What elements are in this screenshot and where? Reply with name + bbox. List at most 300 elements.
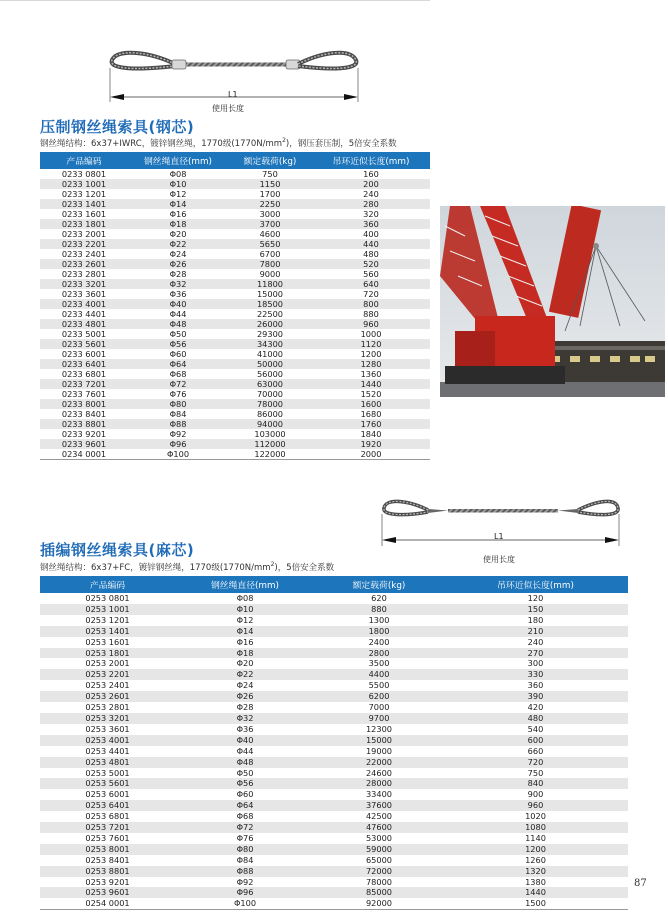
table-cell: 0233 4001 bbox=[40, 299, 128, 309]
table-cell: 0233 4401 bbox=[40, 309, 128, 319]
table-cell: 1000 bbox=[312, 329, 430, 339]
table-row bbox=[40, 604, 628, 615]
table-row bbox=[40, 702, 628, 713]
table-cell: Φ68 bbox=[175, 811, 315, 822]
table-cell: 78000 bbox=[315, 877, 443, 888]
table-cell: Φ56 bbox=[175, 778, 315, 789]
table-cell: 1020 bbox=[443, 811, 628, 822]
table-row bbox=[40, 219, 430, 229]
table-row bbox=[40, 768, 628, 779]
table-cell: 0253 3601 bbox=[40, 724, 175, 735]
table-row bbox=[40, 269, 430, 279]
table-cell: 480 bbox=[443, 713, 628, 724]
table-cell: 960 bbox=[443, 800, 628, 811]
table-row bbox=[40, 409, 430, 419]
table-cell: Φ60 bbox=[175, 789, 315, 800]
table-cell: 6700 bbox=[228, 249, 312, 259]
left-eye-loop bbox=[112, 53, 175, 69]
table-cell: 0233 2001 bbox=[40, 229, 128, 239]
table-row bbox=[40, 279, 430, 289]
table-cell: 2250 bbox=[228, 199, 312, 209]
table-cell: 0233 1801 bbox=[40, 219, 128, 229]
table-cell: 0234 0001 bbox=[40, 449, 128, 460]
table-cell: 0253 8801 bbox=[40, 866, 175, 877]
arrow-left bbox=[110, 94, 124, 100]
table-row bbox=[40, 179, 430, 189]
table-cell: Φ20 bbox=[128, 229, 228, 239]
spec-table-1 bbox=[40, 152, 430, 460]
table-cell: 440 bbox=[312, 239, 430, 249]
table-row bbox=[40, 319, 430, 329]
table-cell: 1440 bbox=[312, 379, 430, 389]
table-cell: Φ20 bbox=[175, 658, 315, 669]
table-cell: 0233 8401 bbox=[40, 409, 128, 419]
table-cell: 1200 bbox=[443, 844, 628, 855]
table-cell: 0233 8001 bbox=[40, 399, 128, 409]
table-cell: Φ60 bbox=[128, 349, 228, 359]
table-cell: Φ14 bbox=[175, 626, 315, 637]
table-cell: 12300 bbox=[315, 724, 443, 735]
table-cell: 0233 1601 bbox=[40, 209, 128, 219]
table-cell: 85000 bbox=[315, 887, 443, 898]
table-cell: Φ16 bbox=[175, 637, 315, 648]
section2-title: 插编钢丝绳索具(麻芯) bbox=[40, 541, 195, 559]
table-cell: Φ84 bbox=[175, 855, 315, 866]
table-cell: 15000 bbox=[315, 735, 443, 746]
table-cell: 92000 bbox=[315, 898, 443, 909]
table-row bbox=[40, 746, 628, 757]
table-cell: 900 bbox=[443, 789, 628, 800]
table-cell: 122000 bbox=[228, 449, 312, 460]
column-header: 吊环近似长度(mm) bbox=[443, 576, 628, 593]
table-cell: 103000 bbox=[228, 429, 312, 439]
table-cell: 0233 2401 bbox=[40, 249, 128, 259]
crane-photo bbox=[440, 206, 665, 397]
table-cell: 0253 2401 bbox=[40, 680, 175, 691]
table-cell: 880 bbox=[312, 309, 430, 319]
table-cell: 5650 bbox=[228, 239, 312, 249]
table-cell: Φ18 bbox=[128, 219, 228, 229]
table-row bbox=[40, 249, 430, 259]
table-row bbox=[40, 778, 628, 789]
table-cell: Φ10 bbox=[175, 604, 315, 615]
table-cell: 1440 bbox=[443, 887, 628, 898]
top-rule bbox=[0, 0, 430, 1]
table-cell: 5500 bbox=[315, 680, 443, 691]
table-cell: 270 bbox=[443, 648, 628, 659]
table-cell: 33400 bbox=[315, 789, 443, 800]
table-cell: 86000 bbox=[228, 409, 312, 419]
table-cell: Φ64 bbox=[175, 800, 315, 811]
table-row bbox=[40, 637, 628, 648]
table-cell: Φ08 bbox=[175, 593, 315, 604]
table-cell: 0233 0801 bbox=[40, 169, 128, 179]
table-cell: 1700 bbox=[228, 189, 312, 199]
table-cell: Φ40 bbox=[128, 299, 228, 309]
table-cell: 37600 bbox=[315, 800, 443, 811]
table-cell: 78000 bbox=[228, 399, 312, 409]
table-row bbox=[40, 855, 628, 866]
table-cell: 120 bbox=[443, 593, 628, 604]
table-cell: 0233 9201 bbox=[40, 429, 128, 439]
table-cell: 840 bbox=[443, 778, 628, 789]
table-cell: 1380 bbox=[443, 877, 628, 888]
table-header bbox=[40, 152, 430, 169]
table-cell: 1680 bbox=[312, 409, 430, 419]
table-cell: 63000 bbox=[228, 379, 312, 389]
table-cell: 112000 bbox=[228, 439, 312, 449]
table-cell: 600 bbox=[443, 735, 628, 746]
right-splice bbox=[558, 509, 578, 513]
column-header: 额定载荷(kg) bbox=[315, 576, 443, 593]
table-cell: 360 bbox=[443, 680, 628, 691]
table-row bbox=[40, 449, 430, 460]
table-cell: Φ28 bbox=[128, 269, 228, 279]
table-row bbox=[40, 648, 628, 659]
table-cell: 2800 bbox=[315, 648, 443, 659]
spec-table-2 bbox=[40, 576, 628, 910]
table-cell: 50000 bbox=[228, 359, 312, 369]
dimension-label: L1 bbox=[228, 90, 238, 99]
table-cell: 0253 1801 bbox=[40, 648, 175, 659]
table-row bbox=[40, 189, 430, 199]
table-cell: 720 bbox=[443, 757, 628, 768]
table-cell: 0253 2201 bbox=[40, 669, 175, 680]
table-cell: Φ100 bbox=[128, 449, 228, 460]
table-cell: 0233 6801 bbox=[40, 369, 128, 379]
table-cell: 22500 bbox=[228, 309, 312, 319]
table-cell: Φ72 bbox=[128, 379, 228, 389]
table-cell: Φ08 bbox=[128, 169, 228, 179]
table-row bbox=[40, 669, 628, 680]
column-header: 额定载荷(kg) bbox=[228, 152, 312, 169]
table-cell: 19000 bbox=[315, 746, 443, 757]
table-cell: 1500 bbox=[443, 898, 628, 909]
table-row bbox=[40, 259, 430, 269]
table-row bbox=[40, 757, 628, 768]
table-row bbox=[40, 419, 430, 429]
table-cell: Φ100 bbox=[175, 898, 315, 909]
table-row bbox=[40, 866, 628, 877]
table-cell: 94000 bbox=[228, 419, 312, 429]
table-cell: 53000 bbox=[315, 833, 443, 844]
table-cell: 0253 1001 bbox=[40, 604, 175, 615]
table-cell: Φ22 bbox=[175, 669, 315, 680]
arrow-right bbox=[344, 94, 358, 100]
table-cell: Φ24 bbox=[175, 680, 315, 691]
column-header: 产品编码 bbox=[40, 576, 175, 593]
arrow-right bbox=[605, 537, 619, 543]
dimension-caption: 使用长度 bbox=[483, 555, 515, 564]
table-cell: 1840 bbox=[312, 429, 430, 439]
table-cell: 360 bbox=[312, 219, 430, 229]
table-cell: Φ16 bbox=[128, 209, 228, 219]
table-cell: Φ12 bbox=[175, 615, 315, 626]
table-cell: Φ26 bbox=[128, 259, 228, 269]
table-cell: 29300 bbox=[228, 329, 312, 339]
table-cell: 24600 bbox=[315, 768, 443, 779]
table-cell: Φ68 bbox=[128, 369, 228, 379]
dimension-label: L1 bbox=[494, 532, 504, 541]
table-cell: Φ10 bbox=[128, 179, 228, 189]
table-row bbox=[40, 680, 628, 691]
table-cell: 0253 7201 bbox=[40, 822, 175, 833]
table-cell: 0233 6401 bbox=[40, 359, 128, 369]
table-cell: 1760 bbox=[312, 419, 430, 429]
table-cell: 0253 2801 bbox=[40, 702, 175, 713]
table-cell: 240 bbox=[443, 637, 628, 648]
table-row bbox=[40, 329, 430, 339]
table-cell: Φ40 bbox=[175, 735, 315, 746]
table-row bbox=[40, 800, 628, 811]
table-cell: Φ80 bbox=[175, 844, 315, 855]
table-cell: 3000 bbox=[228, 209, 312, 219]
table-cell: 0233 5001 bbox=[40, 329, 128, 339]
table-cell: Φ88 bbox=[128, 419, 228, 429]
table-cell: 0233 3601 bbox=[40, 289, 128, 299]
table-row bbox=[40, 399, 430, 409]
table-cell: 1080 bbox=[443, 822, 628, 833]
table-cell: 480 bbox=[312, 249, 430, 259]
table-cell: 0253 0801 bbox=[40, 593, 175, 604]
table-cell: 1360 bbox=[312, 369, 430, 379]
table-cell: 420 bbox=[443, 702, 628, 713]
table-cell: 26000 bbox=[228, 319, 312, 329]
table-cell: 0253 8401 bbox=[40, 855, 175, 866]
section1-spec: 钢丝绳结构：6x37+IWRC，镀锌钢丝绳，1770级$(1770N/mm^2)$，钢压套压制，5倍安全系数 bbox=[40, 137, 397, 149]
table-cell: 0233 2801 bbox=[40, 269, 128, 279]
table-cell: Φ44 bbox=[128, 309, 228, 319]
table-row bbox=[40, 289, 430, 299]
column-header: 产品编码 bbox=[40, 152, 128, 169]
table-cell: Φ92 bbox=[175, 877, 315, 888]
table-cell: 0233 3201 bbox=[40, 279, 128, 289]
table-cell: 330 bbox=[443, 669, 628, 680]
table-cell: Φ76 bbox=[128, 389, 228, 399]
table-cell: 1200 bbox=[312, 349, 430, 359]
table-cell: 4600 bbox=[228, 229, 312, 239]
table-row bbox=[40, 379, 430, 389]
column-header: 钢丝绳直径(mm) bbox=[175, 576, 315, 593]
table-cell: Φ96 bbox=[175, 887, 315, 898]
table-row bbox=[40, 887, 628, 898]
table-cell: 0233 2201 bbox=[40, 239, 128, 249]
table-cell: 560 bbox=[312, 269, 430, 279]
table-cell: 1260 bbox=[443, 855, 628, 866]
table-row bbox=[40, 199, 430, 209]
table-cell: 0253 6801 bbox=[40, 811, 175, 822]
table-cell: Φ22 bbox=[128, 239, 228, 249]
table-cell: 34300 bbox=[228, 339, 312, 349]
table-cell: 0254 0001 bbox=[40, 898, 175, 909]
table-row bbox=[40, 898, 628, 909]
table-cell: 800 bbox=[312, 299, 430, 309]
rope-body bbox=[186, 63, 286, 67]
table-cell: 1150 bbox=[228, 179, 312, 189]
table-cell: 0253 9601 bbox=[40, 887, 175, 898]
table-cell: 65000 bbox=[315, 855, 443, 866]
table-row bbox=[40, 389, 430, 399]
table-cell: 150 bbox=[443, 604, 628, 615]
table-cell: 240 bbox=[312, 189, 430, 199]
table-row bbox=[40, 299, 430, 309]
table-cell: 0253 5601 bbox=[40, 778, 175, 789]
table-cell: 0253 1601 bbox=[40, 637, 175, 648]
table-cell: 210 bbox=[443, 626, 628, 637]
table-cell: 1280 bbox=[312, 359, 430, 369]
table-row bbox=[40, 429, 430, 439]
table-cell: 47600 bbox=[315, 822, 443, 833]
table-cell: 0233 1001 bbox=[40, 179, 128, 189]
table-cell: 0253 8001 bbox=[40, 844, 175, 855]
left-ferrule bbox=[172, 60, 186, 69]
table-cell: 0253 2601 bbox=[40, 691, 175, 702]
table-cell: Φ48 bbox=[128, 319, 228, 329]
table-cell: 0253 2001 bbox=[40, 658, 175, 669]
table-row bbox=[40, 169, 430, 179]
page-number: 87 bbox=[634, 878, 647, 889]
table-cell: 0233 5601 bbox=[40, 339, 128, 349]
table-cell: 400 bbox=[312, 229, 430, 239]
table-cell: 4400 bbox=[315, 669, 443, 680]
table-cell: 540 bbox=[443, 724, 628, 735]
table-cell: 0233 7201 bbox=[40, 379, 128, 389]
table-cell: Φ96 bbox=[128, 439, 228, 449]
table-cell: 1520 bbox=[312, 389, 430, 399]
table-cell: Φ26 bbox=[175, 691, 315, 702]
table-cell: 7800 bbox=[228, 259, 312, 269]
table-cell: 42500 bbox=[315, 811, 443, 822]
table-cell: 1920 bbox=[312, 439, 430, 449]
table-cell: Φ48 bbox=[175, 757, 315, 768]
table-cell: 180 bbox=[443, 615, 628, 626]
table-row bbox=[40, 811, 628, 822]
table-row bbox=[40, 309, 430, 319]
table-cell: 1120 bbox=[312, 339, 430, 349]
table-cell: 9000 bbox=[228, 269, 312, 279]
table-row bbox=[40, 593, 628, 604]
table-cell: 1600 bbox=[312, 399, 430, 409]
table-cell: Φ84 bbox=[128, 409, 228, 419]
column-header: 钢丝绳直径(mm) bbox=[128, 152, 228, 169]
table-cell: 0253 4001 bbox=[40, 735, 175, 746]
table-cell: 660 bbox=[443, 746, 628, 757]
table-cell: Φ50 bbox=[128, 329, 228, 339]
table-cell: 3700 bbox=[228, 219, 312, 229]
table-cell: 22000 bbox=[315, 757, 443, 768]
table-cell: 6200 bbox=[315, 691, 443, 702]
table-cell: 0233 8801 bbox=[40, 419, 128, 429]
right-eye-loop bbox=[298, 53, 356, 69]
table-cell: 0253 1401 bbox=[40, 626, 175, 637]
table-row bbox=[40, 844, 628, 855]
table-cell: Φ56 bbox=[128, 339, 228, 349]
table-cell: Φ76 bbox=[175, 833, 315, 844]
table-cell: 620 bbox=[315, 593, 443, 604]
table-cell: 640 bbox=[312, 279, 430, 289]
table-row bbox=[40, 691, 628, 702]
table-row bbox=[40, 713, 628, 724]
table-cell: Φ28 bbox=[175, 702, 315, 713]
dimension-caption: 使用长度 bbox=[212, 104, 244, 113]
table-cell: 15000 bbox=[228, 289, 312, 299]
table-cell: 0233 1401 bbox=[40, 199, 128, 209]
table-cell: 0253 3201 bbox=[40, 713, 175, 724]
table-cell: 390 bbox=[443, 691, 628, 702]
table-cell: Φ14 bbox=[128, 199, 228, 209]
table-cell: Φ36 bbox=[175, 724, 315, 735]
column-header: 吊环近似长度(mm) bbox=[312, 152, 430, 169]
table-row bbox=[40, 735, 628, 746]
table-cell: Φ44 bbox=[175, 746, 315, 757]
left-splice bbox=[428, 509, 448, 513]
table-cell: 880 bbox=[315, 604, 443, 615]
table-cell: 0233 1201 bbox=[40, 189, 128, 199]
table-cell: 750 bbox=[228, 169, 312, 179]
table-cell: Φ64 bbox=[128, 359, 228, 369]
table-row bbox=[40, 724, 628, 735]
table-cell: Φ32 bbox=[175, 713, 315, 724]
section2-spec: 钢丝绳结构：6x37+FC，镀锌钢丝绳，1770级$(1770N/mm^2)$，5倍安全系数 bbox=[40, 561, 335, 573]
table-cell: 280 bbox=[312, 199, 430, 209]
table-cell: 41000 bbox=[228, 349, 312, 359]
table-cell: Φ92 bbox=[128, 429, 228, 439]
table-cell: Φ24 bbox=[128, 249, 228, 259]
table-row bbox=[40, 359, 430, 369]
table-cell: 2000 bbox=[312, 449, 430, 460]
table-cell: 59000 bbox=[315, 844, 443, 855]
table-row bbox=[40, 349, 430, 359]
table-cell: 0253 6401 bbox=[40, 800, 175, 811]
table-cell: 72000 bbox=[315, 866, 443, 877]
table-cell: 160 bbox=[312, 169, 430, 179]
table-row bbox=[40, 229, 430, 239]
table-cell: Φ80 bbox=[128, 399, 228, 409]
table-cell: Φ32 bbox=[128, 279, 228, 289]
table-cell: 200 bbox=[312, 179, 430, 189]
table-cell: 1320 bbox=[443, 866, 628, 877]
table-row bbox=[40, 877, 628, 888]
table-cell: Φ72 bbox=[175, 822, 315, 833]
table-cell: 1140 bbox=[443, 833, 628, 844]
table-cell: 750 bbox=[443, 768, 628, 779]
table-row bbox=[40, 615, 628, 626]
section1-title: 压制钢丝绳索具(钢芯) bbox=[40, 118, 195, 136]
table-cell: 18500 bbox=[228, 299, 312, 309]
table-cell: 2400 bbox=[315, 637, 443, 648]
table-cell: 9700 bbox=[315, 713, 443, 724]
table-cell: 300 bbox=[443, 658, 628, 669]
table-cell: 0253 4801 bbox=[40, 757, 175, 768]
table-cell: 0253 6001 bbox=[40, 789, 175, 800]
table-cell: 11800 bbox=[228, 279, 312, 289]
table-cell: Φ12 bbox=[128, 189, 228, 199]
table-cell: 0253 5001 bbox=[40, 768, 175, 779]
table-cell: 0253 1201 bbox=[40, 615, 175, 626]
table-cell: 0253 9201 bbox=[40, 877, 175, 888]
table-header bbox=[40, 576, 628, 593]
table-row bbox=[40, 822, 628, 833]
table-cell: 1300 bbox=[315, 615, 443, 626]
table-cell: 320 bbox=[312, 209, 430, 219]
table-cell: 720 bbox=[312, 289, 430, 299]
table-row bbox=[40, 369, 430, 379]
table-cell: 70000 bbox=[228, 389, 312, 399]
table-row bbox=[40, 626, 628, 637]
table-cell: 0233 7601 bbox=[40, 389, 128, 399]
table-cell: 0253 7601 bbox=[40, 833, 175, 844]
table-cell: 0253 4401 bbox=[40, 746, 175, 757]
